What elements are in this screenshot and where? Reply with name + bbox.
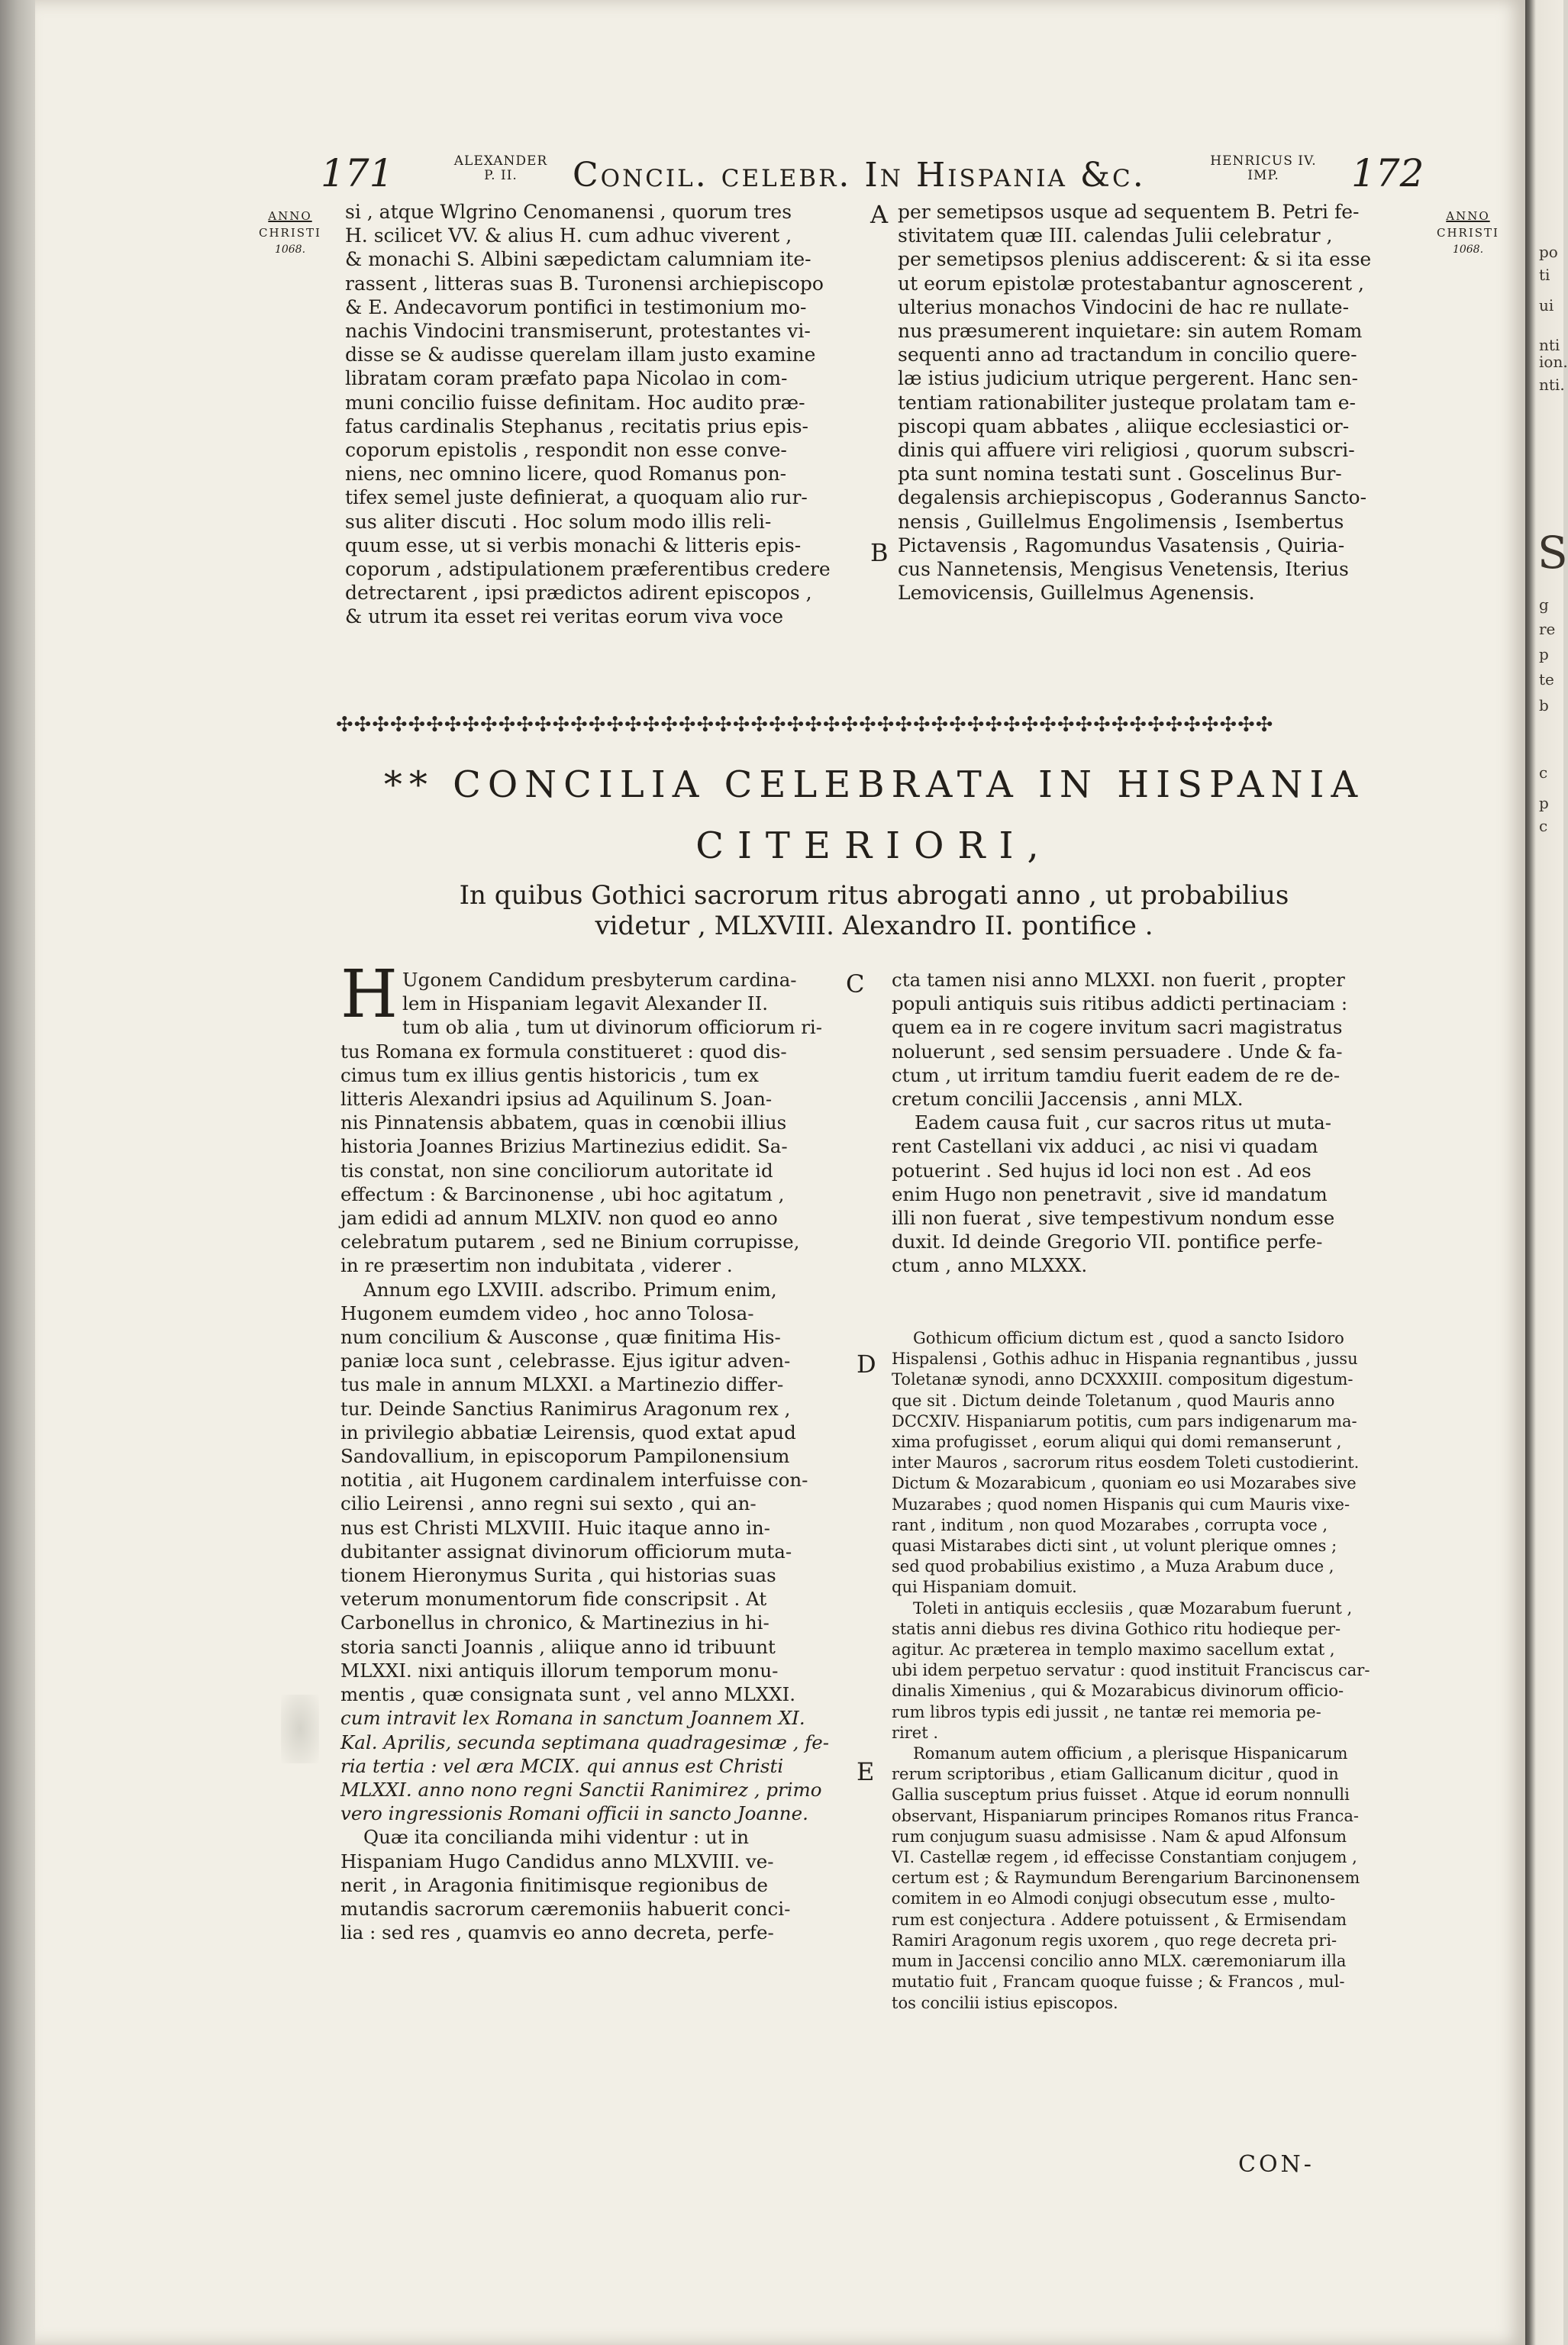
text-line: dinis qui affuere viri religiosi , quorum subscri- (898, 439, 1355, 462)
text-line: per semetipsos plenius addiscerent: & si ita esse (898, 248, 1372, 271)
text-line: Ugonem Candidum presbyterum cardina- (402, 969, 797, 991)
text-line: Annum ego LXVIII. adscribo. Primum enim, (363, 1278, 777, 1301)
note-line: observant, Hispaniarum principes Romanos ritus Franca- (892, 1806, 1359, 1825)
text-line: læ istius judicium utrique pergerent. Hanc sen- (898, 367, 1358, 390)
note-line: mutatio fuit , Francam quoque fuisse ; & Francos , mul- (892, 1972, 1345, 1992)
emperor-label (1191, 154, 1336, 183)
margin-christi: CHRISTI (259, 226, 321, 240)
text-line: nerit , in Aragonia finitimisque regionibus de (340, 1873, 769, 1896)
note-line: rum libros typis edi jussit , ne tantæ rei memoria pe- (892, 1702, 1321, 1721)
note-line: sed quod probabilius existimo , a Muza Arabum duce , (892, 1557, 1334, 1576)
text-line: nus præsumerent inquietare: sin autem Romam (898, 320, 1363, 343)
margin-year-value: 1068. (1452, 244, 1484, 256)
text-line: quum esse, ut si verbis monachi & litteris epis- (345, 534, 802, 556)
upper-left-column (345, 200, 864, 629)
note-line: rant , inditum , non quod Mozarabes , corrupta voce , (892, 1515, 1328, 1534)
text-line: paniæ loca sunt , celebrasse. Ejus igitur adven- (340, 1350, 791, 1372)
note-line: Gallia susceptum prius fuisset . Atque id eorum nonnulli (892, 1785, 1350, 1805)
text-line: num concilium & Ausconse , quæ finitima His- (340, 1326, 781, 1349)
paper-stain (281, 1695, 319, 1763)
edge-text: c (1539, 763, 1548, 782)
text-line: Hugonem eumdem video , hoc anno Tolosa- (340, 1302, 754, 1324)
note-line: comitem in eo Almodi conjugi obsecutum esse , multo- (892, 1889, 1336, 1908)
text-line: Eadem causa fuit , cur sacros ritus ut muta- (915, 1111, 1332, 1134)
main-left-column (340, 956, 852, 1944)
text-line: tionem Hieronymus Surita , qui historias suas (340, 1564, 776, 1587)
text-line: jam edidi ad annum MLXIV. non quod eo anno (340, 1207, 778, 1230)
text-line: Carbonellus in chronico, & Martinezius in hi- (340, 1611, 769, 1634)
pope-label (444, 154, 557, 183)
running-header (321, 151, 1542, 205)
text-line: illi non fuerat , sive tempestivum nondum esse (892, 1207, 1335, 1230)
note-line: statis anni diebus res divina Gothico ritu hodieque per- (892, 1619, 1341, 1638)
text-line: ut eorum epistolæ protestabantur agnoscerent , (898, 272, 1364, 295)
note-line: Gothicum officium dictum est , quod a sancto Isidoro (913, 1329, 1344, 1347)
text-line: nachis Vindocini transmiserunt, protestantes vi- (345, 320, 811, 343)
note-line: tos concilii istius episcopos. (892, 1993, 1118, 2012)
text-line: tum ob alia , tum ut divinorum officiorum ri- (402, 1016, 823, 1039)
text-line: enim Hugo non penetravit , sive id mandatum (892, 1182, 1328, 1205)
text-line: tis constat, non sine conciliorum autoritate id (340, 1159, 773, 1182)
text-line: degalensis archiepiscopus , Goderannus Sancto- (898, 486, 1367, 509)
text-line: coporum epistolis , respondit non esse conve- (345, 439, 787, 462)
note-line: quasi Mistarabes dicti sint , ut volunt plerique omnes ; (892, 1537, 1337, 1556)
emperor-title: IMP. (1247, 168, 1279, 183)
text-line: cum intravit lex Romana in sanctum Joannem XI. (340, 1707, 805, 1730)
text-line: Hispaniam Hugo Candidus anno MLXVIII. ve- (340, 1850, 774, 1872)
edge-text: ti (1539, 266, 1550, 284)
pope-name: ALEXANDER (453, 153, 548, 169)
text-line: Kal. Aprilis, secunda septimana quadragesimæ , fe- (340, 1731, 830, 1753)
text-line: mentis , quæ consignata sunt , vel anno MLXXI. (340, 1683, 796, 1706)
note-line: Muzarabes ; quod nomen Hispanis qui cum Mauris vixe- (892, 1495, 1350, 1514)
edge-text: re (1539, 620, 1556, 638)
text-line: mutandis sacrorum cæremoniis habuerit conci- (340, 1897, 791, 1920)
edge-text: c (1539, 817, 1548, 835)
note-line: certum est ; & Raymundum Berengarium Barcinonensem (892, 1869, 1360, 1888)
note-line: Dictum & Mozarabicum , quoniam eo usi Mozarabes sive (892, 1474, 1357, 1493)
note-line: DCCXIV. Hispaniarum potitis, cum pars indigenarum ma- (892, 1411, 1357, 1431)
text-line: potuerint . Sed hujus id loci non est . Ad eos (892, 1159, 1312, 1182)
text-line: rent Castellani vix adduci , ac nisi vi quadam (892, 1135, 1318, 1158)
edge-text: ion. (1539, 353, 1568, 371)
text-line: ria tertia : vel æra MCIX. qui annus est Christi (340, 1754, 784, 1777)
edge-text: te (1539, 670, 1554, 689)
note-line: rum conjugum suasu admisisse . Nam & apud Alfonsum (892, 1827, 1347, 1846)
margin-christi: CHRISTI (1437, 226, 1499, 240)
column-marker-d: D (857, 1350, 876, 1379)
note-line: Hispalensi , Gothis adhuc in Hispania regnantibus , jussu (892, 1350, 1358, 1369)
text-line: nensis , Guillelmus Engolimensis , Isembertus (898, 510, 1344, 533)
pope-number: P. II. (484, 168, 518, 183)
text-line: rassent , litteras suas B. Turonensi archiepiscopo (345, 272, 824, 295)
section-description (336, 880, 1412, 941)
text-line: effectum : & Barcinonense , ubi hoc agitatum , (340, 1182, 785, 1205)
text-line: in re præsertim non indubitata , viderer . (340, 1254, 733, 1277)
text-line: quem ea in re cogere invitum sacri magistratus (892, 1016, 1343, 1039)
text-line: ctum , anno MLXXX. (892, 1254, 1088, 1277)
text-line: H. scilicet VV. & alius H. cum adhuc viverent , (345, 224, 792, 247)
note-line: VI. Castellæ regem , id effecisse Constantiam conjugem , (892, 1848, 1357, 1867)
note-line: Ramiri Aragonum regis uxorem , quo rege decreta pri- (892, 1931, 1337, 1950)
description-line: videtur , MLXVIII. Alexandro II. pontifice . (595, 911, 1153, 941)
edge-text: S (1537, 527, 1568, 579)
note-line: Romanum autem officium , a plerisque Hispanicarum (913, 1744, 1348, 1763)
catchword: CON- (1238, 2151, 1315, 2178)
text-line: si , atque Wlgrino Cenomanensi , quorum tres (345, 201, 792, 223)
edge-text: p (1539, 794, 1549, 812)
text-line: nis Pinnatensis abbatem, quas in cœnobii illius (340, 1111, 787, 1134)
text-line: litteris Alexandri ipsius ad Aquilinum S. Joan- (340, 1088, 773, 1111)
footnotes-column (892, 1328, 1426, 2014)
text-line: ulterius monachos Vindocini de hac re nullate- (898, 295, 1350, 318)
description-line: In quibus Gothici sacrorum ritus abrogati anno , ut probabilius (459, 880, 1289, 911)
drop-cap: H (340, 956, 398, 1033)
text-line: tus male in annum MLXXI. a Martinezio differ- (340, 1373, 784, 1396)
text-line: niens, nec omnino licere, quod Romanus pon- (345, 463, 787, 485)
edge-text: b (1539, 696, 1549, 714)
note-line: Toleti in antiquis ecclesiis , quæ Mozarabum fuerunt , (913, 1598, 1353, 1618)
text-line: Lemovicensis, Guillelmus Agenensis. (898, 582, 1255, 605)
text-line: MLXXI. nixi antiquis illorum temporum monu- (340, 1659, 779, 1682)
text-line: cilio Leirensi , anno regni sui sexto , qui an- (340, 1492, 757, 1515)
text-line: muni concilio fuisse definitam. Hoc audito præ- (345, 391, 805, 414)
adjacent-page-edge (1525, 0, 1568, 2345)
margin-anno: ANNO (268, 209, 312, 223)
text-line: tentiam rationabiliter justeque prolatam tam e- (898, 391, 1356, 414)
text-line: & utrum ita esset rei veritas eorum viva voce (345, 605, 784, 628)
folio-left: 171 (321, 151, 394, 195)
text-line: ctum , ut irritum tamdiu fuerit eadem de re de- (892, 1063, 1341, 1086)
margin-year-value: 1068. (274, 244, 306, 256)
note-line: inter Mauros , sacrorum ritus eosdem Toleti custodierint. (892, 1453, 1360, 1472)
column-marker-c: C (846, 969, 865, 998)
text-line: piscopi quam abbates , aliique ecclesiastici or- (898, 414, 1350, 437)
text-line: historia Joannes Brizius Martinezius edidit. Sa- (340, 1135, 788, 1158)
text-line: & monachi S. Albini sæpedictam calumniam ite- (345, 248, 811, 271)
edge-text: nti. (1539, 376, 1565, 394)
text-line: cretum concilii Jaccensis , anni MLX. (892, 1088, 1244, 1111)
column-marker-a: A (870, 200, 889, 229)
running-title: Concil. celebr. In Hispania &c. (573, 156, 1146, 195)
text-line: per semetipsos usque ad sequentem B. Petri fe- (898, 201, 1360, 223)
text-line: libratam coram præfato papa Nicolao in com- (345, 367, 788, 390)
text-line: populi antiquis suis ritibus addicti pertinaciam : (892, 992, 1348, 1015)
edge-text: nti (1539, 336, 1560, 354)
text-line: Pictavensis , Ragomundus Vasatensis , Quiria- (898, 534, 1345, 556)
note-line: mum in Jaccensi concilio anno MLX. cæremoniarum illa (892, 1952, 1347, 1971)
text-line: noluerunt , sed sensim persuadere . Unde & fa- (892, 1040, 1343, 1063)
text-line: cimus tum ex illius gentis historicis , tum ex (340, 1063, 759, 1086)
text-line: disse se & audisse querelam illam justo examine (345, 344, 816, 366)
text-line: coporum , adstipulationem præferentibus credere (345, 558, 831, 581)
text-line: dubitanter assignat divinorum officiorum muta- (340, 1540, 792, 1563)
text-line: tur. Deinde Sanctius Ranimirus Aragonum rex , (340, 1397, 791, 1420)
text-line: tifex semel juste definierat, a quoquam alio rur- (345, 486, 808, 509)
note-line: riret . (892, 1723, 939, 1742)
book-gutter (0, 0, 35, 2345)
edge-text: po (1539, 243, 1558, 261)
note-line: Toletanæ synodi, anno DCXXXIII. compositum digestum- (892, 1370, 1353, 1389)
text-line: vero ingressionis Romani officii in sancto Joanne. (340, 1802, 808, 1825)
text-line: detrectarent , ipsi prædictos adirent episcopos , (345, 582, 812, 605)
text-line: tus Romana ex formula constitueret : quod dis- (340, 1040, 787, 1063)
note-line: xima profugisset , eorum aliqui qui domi remanserunt , (892, 1433, 1342, 1452)
text-line: sequenti anno ad tractandum in concilio quere- (898, 344, 1357, 366)
text-line: Sandovallium, in episcoporum Pampilonensium (340, 1445, 790, 1468)
section-subheading: CITERIORI, (695, 824, 1053, 867)
edge-text: g (1539, 595, 1549, 614)
text-line: storia sancti Joannis , aliique anno id tribuunt (340, 1635, 776, 1658)
text-line: cta tamen nisi anno MLXXI. non fuerit , propter (892, 969, 1345, 991)
column-marker-e: E (857, 1757, 875, 1786)
text-line: fatus cardinalis Stephanus , recitatis prius epis- (345, 414, 808, 437)
text-line: duxit. Id deinde Gregorio VII. pontifice perfe- (892, 1231, 1323, 1253)
note-line: dinalis Ximenius , qui & Mozarabicus divinorum officio- (892, 1682, 1344, 1701)
text-line: notitia , ait Hugonem cardinalem interfuisse con- (340, 1469, 808, 1492)
text-line: veterum monumentorum fide conscripsit . At (340, 1588, 767, 1611)
note-line: ubi idem perpetuo servatur : quod instituit Franciscus car- (892, 1661, 1370, 1680)
text-line: cus Nannetensis, Mengisus Venetensis, Iterius (898, 558, 1349, 581)
text-line: celebratum putarem , sed ne Binium corrupisse, (340, 1231, 800, 1253)
text-line: Quæ ita concilianda mihi videntur : ut in (363, 1826, 750, 1849)
text-line: lia : sed res , quamvis eo anno decreta, perfe- (340, 1921, 774, 1944)
text-line: pta sunt nomina testati sunt . Goscelinus Bur- (898, 463, 1342, 485)
decorative-ornament-band: ✣✣✣✣✣✣✣✣✣✣✣✣✣✣✣✣✣✣✣✣✣✣✣✣✣✣✣✣✣✣✣✣✣✣✣✣✣✣✣✣✣✣✣✣✣✣✣✣✣✣✣✣ (336, 713, 1274, 737)
text-line: lem in Hispaniam legavit Alexander II. (402, 992, 769, 1015)
text-line: MLXXI. anno nono regni Sanctii Ranimirez , primo (340, 1778, 822, 1801)
text-line: & E. Andecavorum pontifici in testimonium mo- (345, 295, 807, 318)
main-right-column (892, 968, 1426, 1278)
note-line: rum est conjectura . Addere potuissent , & Ermisendam (892, 1910, 1347, 1929)
margin-anno: ANNO (1446, 209, 1490, 223)
text-line: nus est Christi MLXVIII. Huic itaque anno in- (340, 1516, 770, 1539)
upper-right-column (898, 200, 1424, 605)
margin-date-left (252, 208, 328, 258)
edge-text: ui (1539, 296, 1554, 314)
text-line: in privilegio abbatiæ Leirensis, quod extat apud (340, 1421, 796, 1443)
note-line: que sit . Dictum deinde Toletanum , quod Mauris anno (892, 1391, 1335, 1410)
note-line: rerum scriptoribus , etiam Gallicanum dicitur , quod in (892, 1765, 1339, 1784)
folio-right: 172 (1351, 151, 1424, 195)
text-line: stivitatem quæ III. calendas Julii celebratur , (898, 224, 1333, 247)
note-line: qui Hispaniam domuit. (892, 1578, 1077, 1597)
column-marker-b: B (870, 538, 889, 567)
edge-text: p (1539, 645, 1549, 663)
section-heading: ** CONCILIA CELEBRATA IN HISPANIA (383, 763, 1365, 806)
note-line: agitur. Ac præterea in templo maximo sacellum extat , (892, 1640, 1335, 1660)
margin-date-right (1426, 208, 1510, 258)
text-line: sus aliter discuti . Hoc solum modo illis reli- (345, 510, 772, 533)
emperor-name: HENRICUS IV. (1210, 153, 1317, 169)
